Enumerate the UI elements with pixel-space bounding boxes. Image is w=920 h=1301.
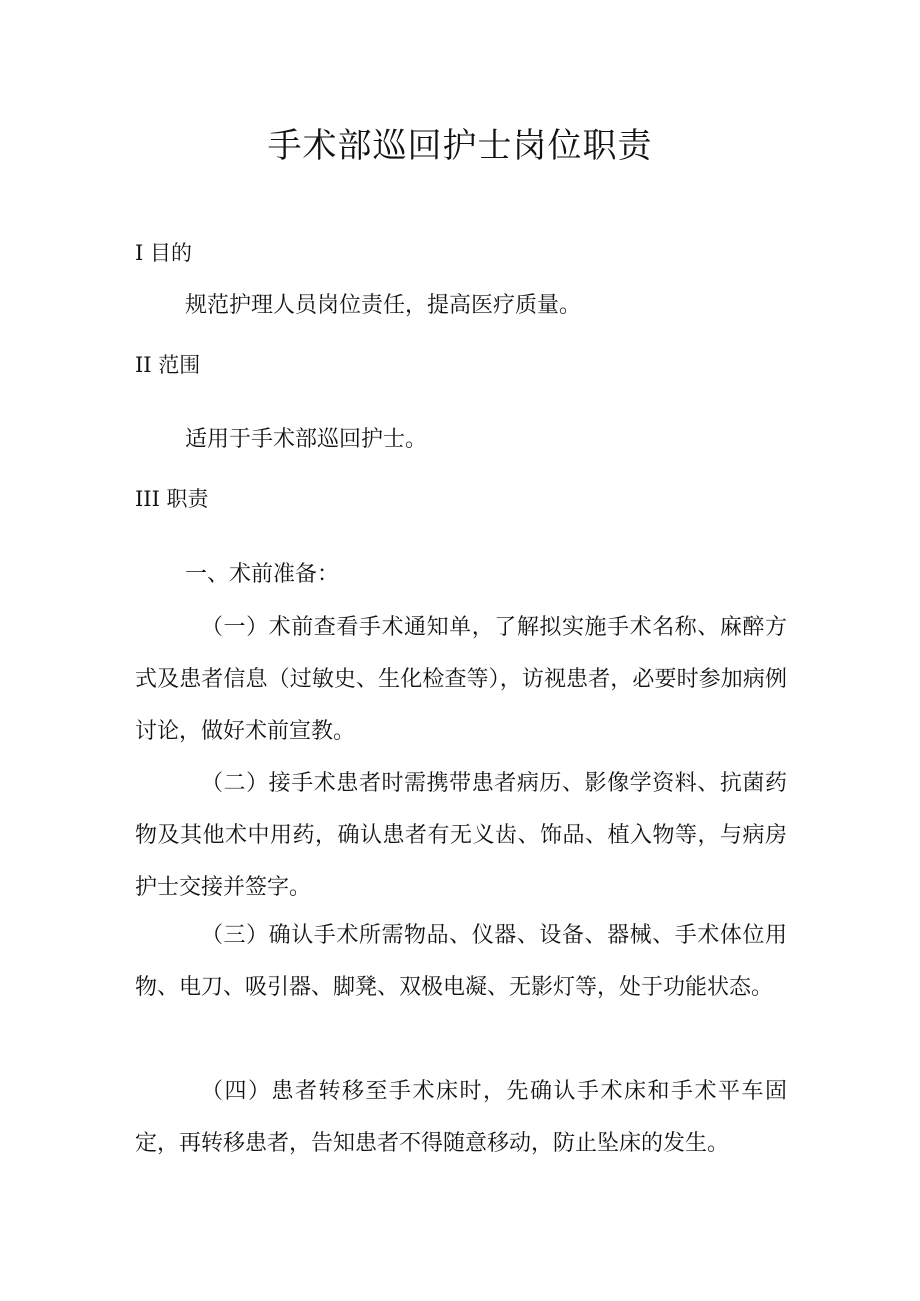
- duty-item-1: （一）术前查看手术通知单，了解拟实施手术名称、麻醉方式及患者信息（过敏史、生化检查等），访视患者，必要时参加病例讨论，做好术前宣教。: [135, 615, 787, 744]
- duty-item-2: （二）接手术患者时需携带患者病历、影像学资料、抗菌药物及其他术中用药，确认患者有无义齿、饰品、植入物等，与病房护士交接并签字。: [135, 771, 787, 900]
- section-heading-scope: II 范围: [135, 353, 201, 377]
- section-heading-purpose: I 目的: [135, 241, 192, 265]
- scope-text: 适用于手术部巡回护士。: [185, 427, 428, 452]
- duty-item-4: （四）患者转移至手术床时，先确认手术床和手术平车固定，再转移患者，告知患者不得随意移动，防止坠床的发生。: [135, 1079, 787, 1156]
- subheading-preoperative: 一、术前准备：: [185, 562, 340, 587]
- section-heading-duties: III 职责: [135, 487, 209, 511]
- purpose-text: 规范护理人员岗位责任，提高医疗质量。: [185, 293, 582, 318]
- duty-item-3: （三）确认手术所需物品、仪器、设备、器械、手术体位用物、电刀、吸引器、脚凳、双极电凝、无影灯等，处于功能状态。: [135, 923, 787, 1000]
- document-title: 手术部巡回护士岗位职责: [267, 126, 653, 166]
